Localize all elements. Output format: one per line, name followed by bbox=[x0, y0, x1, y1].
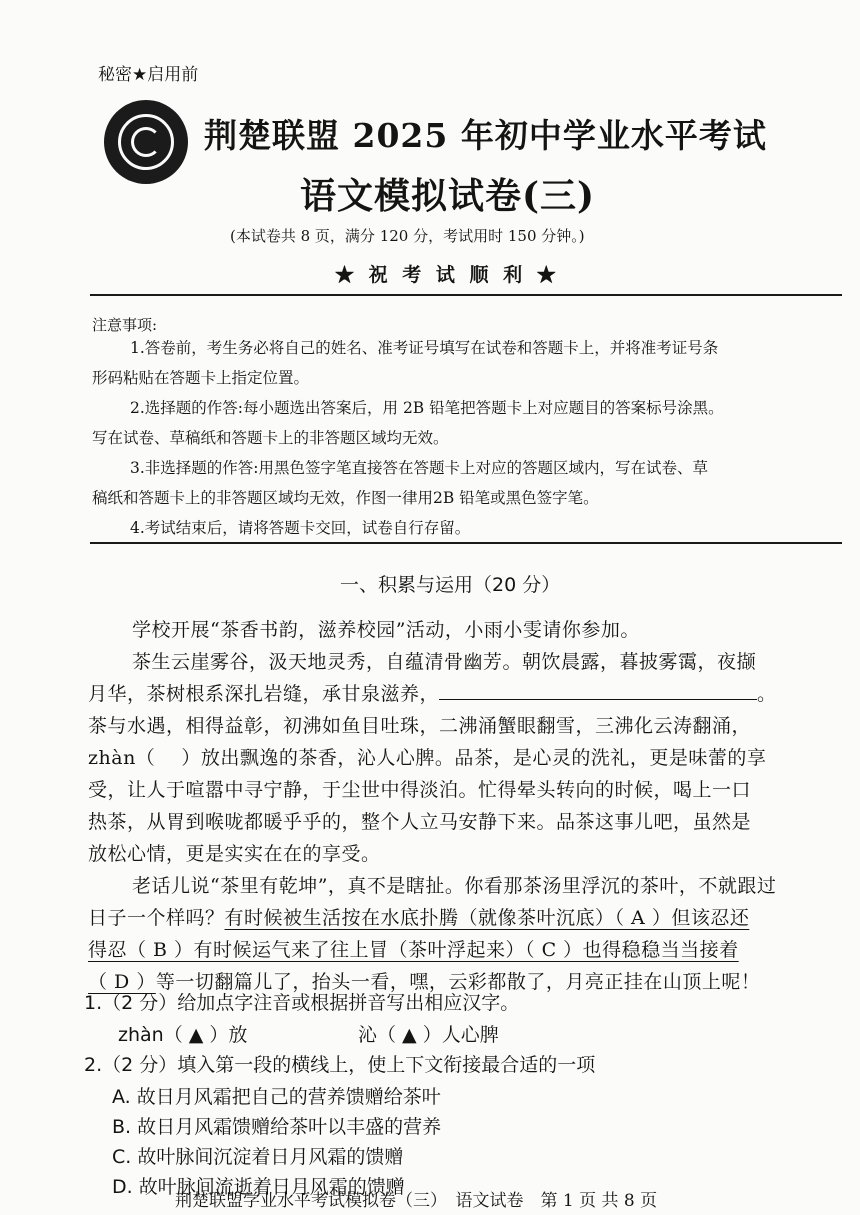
confidential-label: 秘密★启用前 bbox=[98, 65, 199, 85]
question-2: 2.（2 分）填入第一段的横线上，使上下文衔接最合适的一项 bbox=[84, 1054, 596, 1076]
passage-line: zhàn（ ）放出飘逸的茶香，沁人心脾。品茶，是心灵的洗礼，更是味蕾的享 bbox=[88, 747, 767, 769]
passage-line-underlined bbox=[88, 902, 749, 934]
question-1: 1.（2 分）给加点字注音或根据拼音写出相应汉字。 bbox=[84, 992, 520, 1014]
passage-text: 。 bbox=[757, 683, 777, 705]
q2-option-a: A. 故日月风霜把自己的营养馈赠给茶叶 bbox=[112, 1086, 441, 1108]
passage-text: 月华，茶树根系深扎岩缝，承甘泉滋养， bbox=[88, 683, 440, 705]
passage-line: 老话儿说“茶里有乾坤”，真不是瞎扯。你看那茶汤里浮沉的茶叶，不就跟过 bbox=[132, 875, 777, 897]
q2-option-b: B. 故日月风霜馈赠给茶叶以丰盛的营养 bbox=[112, 1116, 442, 1138]
passage-line-with-blank bbox=[88, 678, 777, 710]
underlined-text: 有时候被生活按在水底扑腾（就像茶叶沉底）（ A ）但该忍还 bbox=[224, 907, 750, 929]
q1-answer-zhan: zhàn（ ▲ ）放 bbox=[118, 1024, 248, 1046]
underlined-line: 得忍（ B ）有时候运气来了往上冒（茶叶浮起来）（ C ）也得稳稳当当接着 bbox=[88, 939, 739, 961]
notice-heading: 注意事项: bbox=[92, 316, 158, 334]
passage-line: 茶与水遇，相得益彰，初沸如鱼目吐珠，二沸涌蟹眼翻雪，三沸化云涛翻涌， bbox=[88, 715, 752, 737]
underlined-text: （ D ） bbox=[88, 971, 156, 993]
notice-line: 3.非选择题的作答:用黑色签字笔直接答在答题卡上对应的答题区域内，写在试卷、草 bbox=[130, 459, 709, 477]
notice-line: 形码粘贴在答题卡上指定位置。 bbox=[92, 369, 310, 387]
notice-divider bbox=[90, 542, 842, 544]
notice-line: 1.答卷前，考生务必将自己的姓名、准考证号填写在试卷和答题卡上，并将准考证号条 bbox=[130, 339, 719, 357]
q1-answer-qin: 沁（ ▲ ）人心脾 bbox=[358, 1024, 499, 1046]
exam-info-note: (本试卷共 8 页，满分 120 分，考试用时 150 分钟。) bbox=[230, 227, 585, 245]
league-logo bbox=[104, 100, 188, 184]
q2-option-d: D. 故叶脉间流逝着日月风霜的馈赠 bbox=[112, 1176, 405, 1198]
notice-line: 2.选择题的作答:每小题选出答案后，用 2B 铅笔把答题卡上对应题目的答案标号涂黑。 bbox=[130, 399, 724, 417]
section-title: 一、积累与运用（20 分） bbox=[340, 574, 561, 596]
page-footer: 荆楚联盟学业水平考试模拟卷（三） 语文试卷 第 1 页 共 8 页 bbox=[175, 1191, 658, 1211]
notice-line: 写在试卷、草稿纸和答题卡上的非答题区域均无效。 bbox=[92, 429, 449, 447]
notice-line: 4.考试结束后，请将答题卡交回，试卷自行存留。 bbox=[130, 519, 471, 537]
notice-line: 稿纸和答题卡上的非答题区域均无效，作图一律用2B 铅笔或黑色签字笔。 bbox=[92, 489, 599, 507]
fill-in-blank bbox=[439, 679, 757, 700]
good-luck-banner: ★ 祝 考 试 顺 利 ★ bbox=[335, 264, 560, 286]
passage-text: 日子一个样吗？ bbox=[88, 907, 225, 929]
passage-line: 受，让人于喧嚣中寻宁静，于尘世中得淡泊。忙得晕头转向的时候，喝上一口 bbox=[88, 779, 752, 801]
passage-line: 茶生云崖雾谷，汲天地灵秀，自蕴清骨幽芳。朝饮晨露，暮披雾霭，夜撷 bbox=[132, 651, 757, 673]
top-divider bbox=[90, 294, 842, 296]
q2-option-c: C. 故叶脉间沉淀着日月风霜的馈赠 bbox=[112, 1146, 404, 1168]
passage-line: 热茶，从胃到喉咙都暖乎乎的，整个人立马安静下来。品茶这事儿吧，虽然是 bbox=[88, 811, 752, 833]
section-intro: 学校开展“茶香书韵，滋养校园”活动，小雨小雯请你参加。 bbox=[132, 619, 640, 641]
passage-text: 等一切翻篇儿了，抬头一看，嘿，云彩都散了，月亮正挂在山顶上呢！ bbox=[155, 971, 761, 993]
exam-title: 荆楚联盟 2025 年初中学业水平考试 bbox=[204, 116, 767, 155]
passage-line: 放松心情，更是实实在在的享受。 bbox=[88, 843, 381, 865]
paper-subtitle: 语文模拟试卷(三) bbox=[300, 175, 596, 217]
